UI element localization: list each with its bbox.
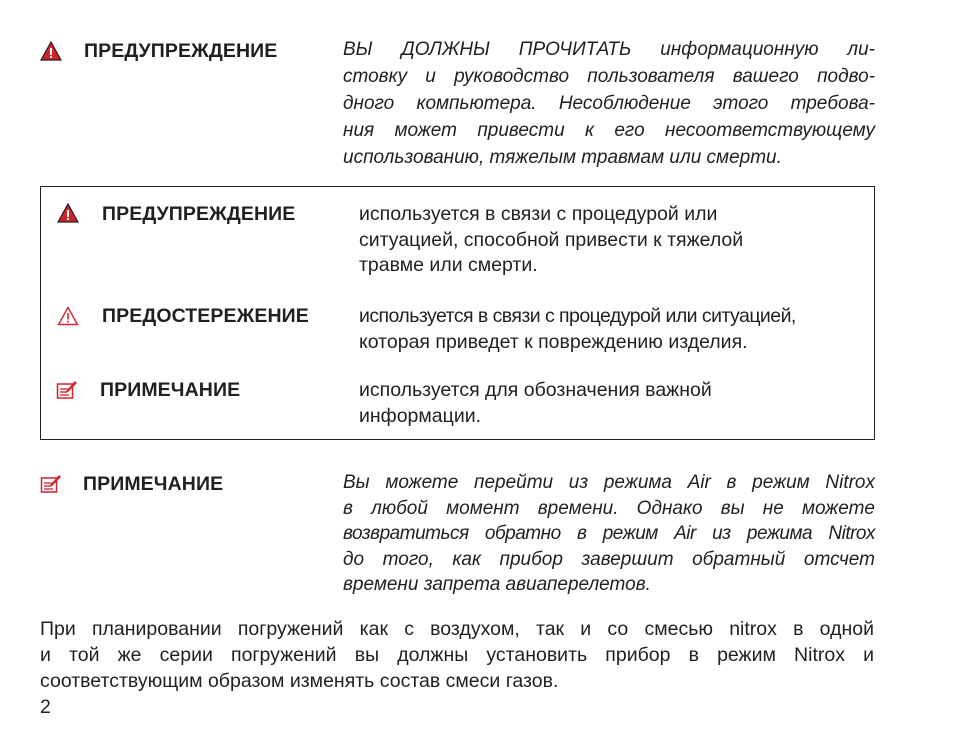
warning-triangle-filled-icon [57,203,79,223]
legend-line: используется в связи с процедурой или [359,203,718,225]
legend-desc-warning [359,202,743,279]
legend-line: информации. [359,404,482,427]
warning-line: ВЫ ДОЛЖНЫ ПРОЧИТАТЬ информационную ли- [343,39,875,60]
warning-label: ПРЕДУПРЕЖДЕНИЕ [84,40,278,62]
legend-label-caution: ПРЕДОСТЕРЕЖЕНИЕ [102,305,309,327]
legend-label-warning: ПРЕДУПРЕЖДЕНИЕ [102,203,296,225]
page-number: 2 [40,696,51,718]
warning-line: использованию, тяжелым травмам или смерти. [343,147,782,168]
body-line: соответствующим образом изменять состав смеси газов. [40,670,559,692]
body-paragraph [40,616,874,694]
note-line: до того, как прибор завершит обратный отсчет [343,548,875,570]
legend-desc-note [359,378,712,429]
warning-line: дного компьютера. Несоблюдение этого требова- [343,93,875,114]
legend-line: используется в связи с процедурой или ситуацией, [359,305,796,327]
caution-triangle-outline-icon [57,306,79,326]
legend-desc-caution [359,304,796,355]
note-line: Вы можете перейти из режима Air в режим Nitrox [343,472,875,493]
legend-line: используется для обозначения важной [359,379,712,401]
note-label: ПРИМЕЧАНИЕ [83,473,224,495]
warning-line: стовку и руководство пользователя вашего подво- [343,66,875,87]
note-pencil-icon [56,380,78,400]
warning-line: ния может привести к его несоответствующему [343,120,875,141]
note-line: возвратиться обратно в режим Air из режима Nitrox [343,523,875,544]
body-line: и той же серии погружений вы должны установить прибор в режим Nitrox и [40,644,874,666]
legend-line: травме или смерти. [359,254,538,276]
body-line: При планировании погружений как с воздухом, так и со смесью nitrox в одной [40,618,874,640]
legend-label-note: ПРИМЕЧАНИЕ [100,379,241,401]
warning-text [343,36,875,171]
legend-line: которая приведет к повреждению изделия. [359,330,748,353]
note-line: времени запрета авиаперелетов. [343,574,651,595]
note-line: в любой момент времени. Однако вы не можете [343,497,875,519]
note-pencil-icon [40,474,62,494]
legend-line: ситуацией, способной привести к тяжелой [359,228,744,251]
note-text [343,470,875,598]
warning-triangle-filled-icon [40,41,62,61]
